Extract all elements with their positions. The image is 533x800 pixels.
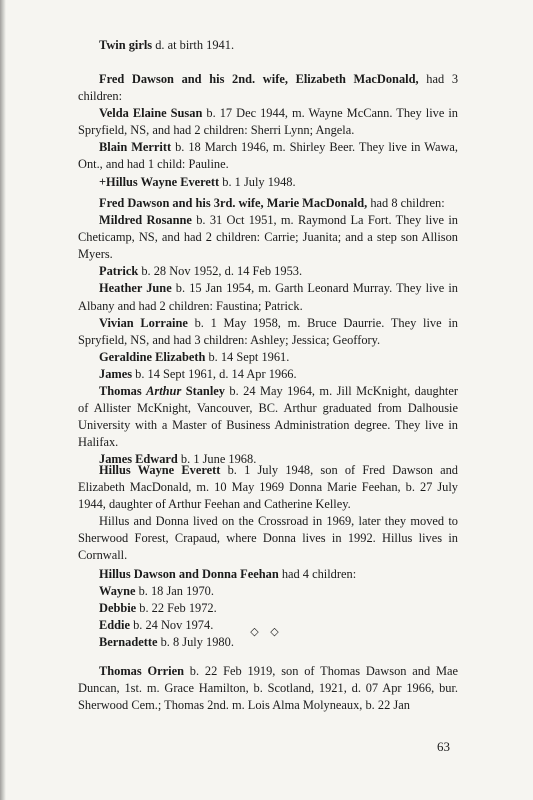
child-entry: Mildred Rosanne b. 31 Oct 1951, m. Raymond La Fort. They live in Cheticamp, NS, and had 2 children: Carrie; Juanita; and a step son Allison Myers.: [78, 213, 458, 262]
child-entry: Wayne b. 18 Jan 1970.: [99, 584, 214, 599]
family-section-hillus-donna: [78, 566, 458, 651]
entry-paragraph: Hillus Wayne Everett b. 1 July 1948, son of Fred Dawson and Elizabeth MacDonald, m. 10 May 1969 Donna Marie Feehan, b. 27 July 1944, daughter of Arthur Feehan and Catherine Kelley.: [78, 463, 459, 512]
page-number: 63: [437, 739, 450, 754]
child-entry: James Edward b. 1 June 1968.: [99, 452, 257, 467]
family-section-3rd-wife: [78, 195, 458, 469]
thomas-orrien-entry: Thomas Orrien b. 22 Feb 1919, son of Thomas Dawson and Mae Duncan, 1st. m. Grace Hamilton, b. Scotland, 1921, d. 07 Apr 1966, bur. Sherwood Cem.; Thomas 2nd. m. Lois Alma Molyneaux, b. 22 Jan: [78, 664, 458, 713]
twin-girls-entry: [78, 37, 458, 54]
child-entry: Eddie b. 24 Nov 1974.: [99, 618, 214, 633]
page-gutter-shadow: [0, 0, 6, 800]
child-entry: Velda Elaine Susan b. 17 Dec 1944, m. Wayne McCann. They live in Spryfield, NS, and had 2 children: Sherri Lynn; Angela.: [78, 106, 459, 138]
child-entry: Geraldine Elizabeth b. 14 Sept 1961.: [99, 349, 290, 364]
entry-paragraph: Hillus and Donna lived on the Crossroad in 1969, later they moved to Sherwood Forest, Crapaud, where Donna lives in 1992. Hillus lives in Cornwall.: [78, 514, 458, 563]
entry-text: d. at birth 1941.: [152, 38, 235, 52]
child-entry: James b. 14 Sept 1961, d. 14 Apr 1966.: [99, 366, 297, 381]
child-entry: Debbie b. 22 Feb 1972.: [99, 601, 217, 616]
child-entry: Thomas Arthur Stanley b. 24 May 1964, m. Jill McKnight, daughter of Allister McKnight, Vancouver, BC. Arthur graduated from Dalhousie University with a Master of Business Administration degree. They live in Halifax.: [78, 384, 459, 450]
family-heading: Fred Dawson and his 3rd. wife, Marie MacDonald, had 8 children:: [99, 196, 445, 210]
child-entry: Blain Merritt b. 18 March 1946, m. Shirley Beer. They live in Wawa, Ont., and had 1 child: Pauline.: [78, 140, 459, 172]
entry-name: Twin girls: [99, 38, 153, 52]
hillus-entry: [78, 462, 458, 565]
family-section-2nd-wife: [78, 71, 458, 191]
child-entry: Vivian Lorraine b. 1 May 1958, m. Bruce Daurrie. They live in Spryfield, NS, and had 3 children: Ashley; Jessica; Geoffory.: [78, 315, 458, 347]
child-entry: Bernadette b. 8 July 1980.: [99, 635, 234, 650]
child-entry: Heather June b. 15 Jan 1954, m. Garth Leonard Murray. They live in Albany and had 2 children: Faustina; Patrick.: [78, 281, 458, 313]
child-entry: Patrick b. 28 Nov 1952, d. 14 Feb 1953.: [99, 264, 303, 279]
child-entry: +Hillus Wayne Everett b. 1 July 1948.: [99, 174, 296, 189]
family-heading: Hillus Dawson and Donna Feehan had 4 children:: [99, 567, 357, 581]
family-heading: Fred Dawson and his 2nd. wife, Elizabeth MacDonald, had 3 children:: [78, 72, 459, 104]
section-ornament: ◇ ◇: [250, 625, 283, 638]
